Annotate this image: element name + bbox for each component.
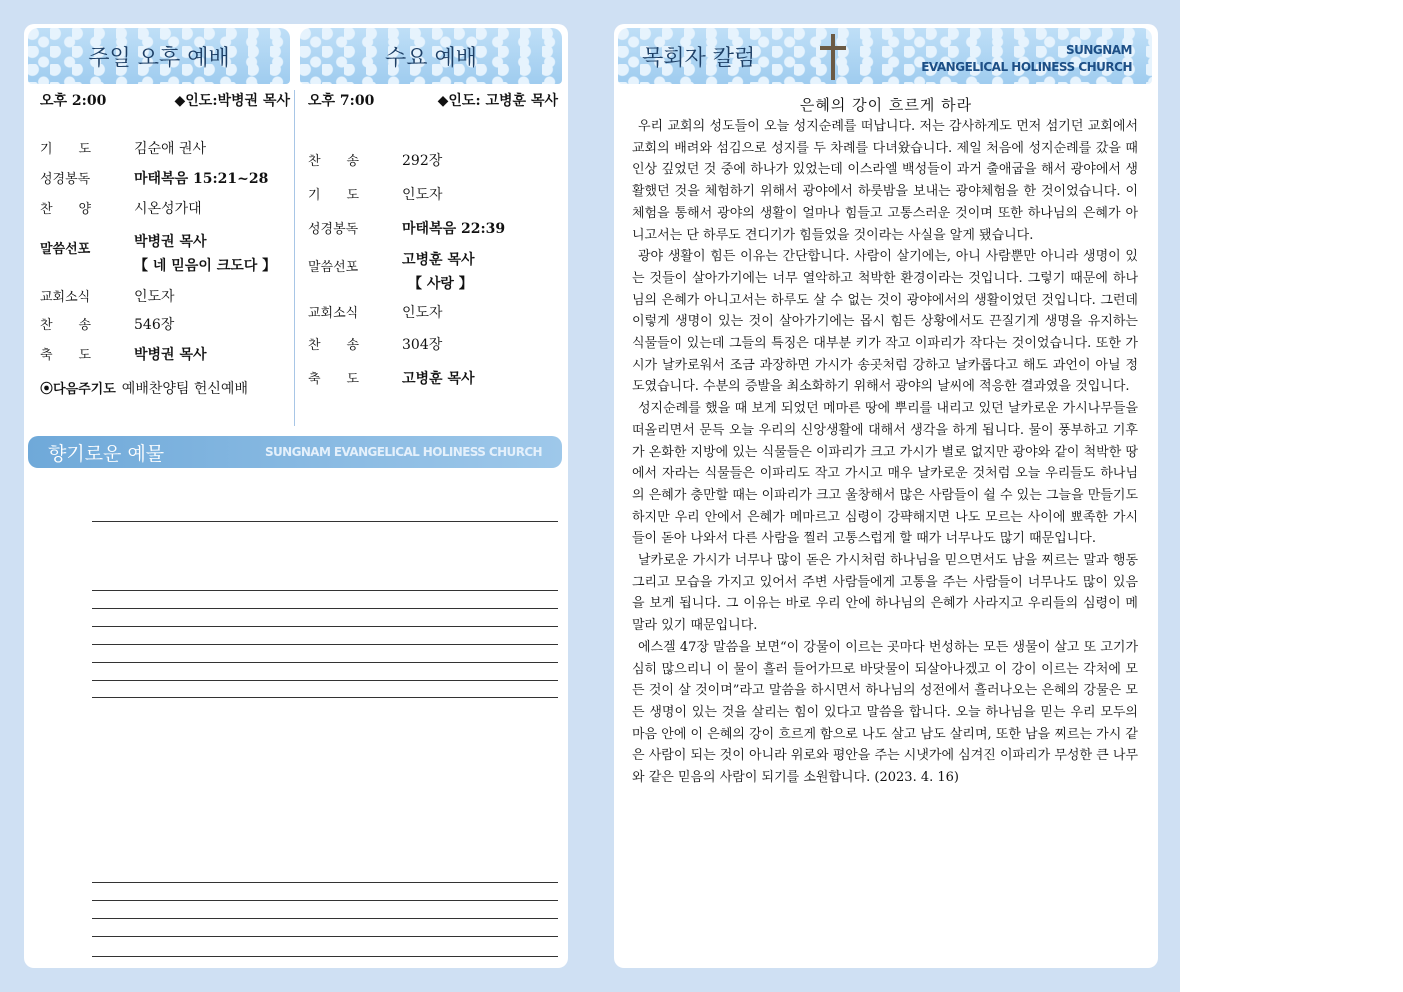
item-value: 시온성가대 [134, 201, 202, 217]
sunday-item [40, 286, 175, 306]
column-title: 은혜의 강이 흐르게 하라 [799, 96, 973, 114]
item-label: 축 도 [308, 372, 360, 387]
column-paragraph: 성지순례를 했을 때 보게 되었던 메마른 땅에 뿌리를 내리고 있던 날카로운 가시나무들을 떠올리면서 문득 오늘 우리의 신앙생활에 대해서 생각을 하게 됩니다. 물이 풍부하고 기후가 온화한 지방에 있는 식물들은 이파리가 크고 가시가 별로 없지만 광야와 같이 척박한 땅에서 자라는 식물들은 이파리도 작고 가시고 매우 날카로운 것처럼 오늘 우리들도 하나님의 은혜가 충만할 때는 이파리가 크고 울창해서 많은 사람들이 쉴 수 있는 그늘을 만들기도 하지만 우리 안에서 은혜가 메마르고 심령이 강퍅해지면 나도 모르는 사이에 뾰족한 가시들이 돋아 나와서 다른 사람을 찔러 고통스럽게 할 때가 너무나도 많기 때문입니다. [632, 401, 1138, 547]
sunday-item [40, 230, 276, 278]
sermon-title: 【 사랑 】 [408, 276, 473, 292]
sunday-item [40, 168, 268, 188]
offering-line [92, 882, 558, 883]
wednesday-item [308, 368, 475, 388]
offering-line [92, 697, 558, 698]
cross-icon [814, 32, 852, 82]
church-name [921, 42, 1132, 76]
item-label: 말씀선포 [40, 242, 91, 257]
item-value: 박병권 목사 [134, 234, 207, 250]
item-value: 고병훈 목사 [402, 371, 475, 387]
offering-line [92, 626, 558, 627]
offering-line [92, 662, 558, 663]
sunday-time-row [40, 90, 290, 110]
item-label: 말씀선포 [308, 260, 359, 275]
offering-line [92, 590, 558, 591]
item-label: 찬 송 [308, 338, 360, 353]
worship-order-panel [24, 24, 568, 968]
offering-church-name: SUNGNAM EVANGELICAL HOLINESS CHURCH [264, 445, 542, 459]
item-value: 마태복음 22:39 [402, 221, 506, 237]
item-label: 찬 송 [308, 154, 360, 169]
wednesday-item [308, 334, 442, 354]
sermon-title: 【 네 믿음이 크도다 】 [134, 258, 277, 274]
sunday-item [40, 314, 174, 334]
wednesday-service-order [308, 90, 558, 387]
wednesday-time: 오후 7:00 [308, 93, 375, 109]
item-value: 박병권 목사 [134, 347, 207, 363]
column-paragraph: 우리 교회의 성도들이 오늘 성지순례를 떠납니다. 저는 감사하게도 먼저 섬기던 교회에서 교회의 배려와 섬김으로 성지를 두 차례를 다녀왔습니다. 제일 처음에 성지순례를 갔을 때 인상 깊었던 것 중에 하나가 있었는데 이스라엘 백성들이 과거 출애굽을 해서 광야에서 생활했던 것을 체험하기 위해서 광야에서 하룻밤을 보내는 광야체험을 한 것이었습니다. 이 체험을 통해서 광야의 생활이 얼마나 힘들고 고통스러운 것이며 또한 하나님의 은혜가 아니고서는 단 하루도 견디기가 힘들었을 것이라는 사실을 알게 됐습니다. [632, 119, 1138, 243]
offering-line [92, 521, 558, 522]
item-value: 304장 [402, 337, 443, 353]
item-value: 인도자 [402, 187, 443, 203]
next-week-label: ⦿다음주기도 [40, 382, 116, 397]
offering-line [92, 936, 558, 937]
pastor-column-title: 목회자 칼럼 [642, 45, 756, 71]
next-week-prayer [40, 378, 248, 398]
item-value: 292장 [402, 153, 443, 169]
item-label: 성경봉독 [308, 222, 359, 237]
wednesday-item [308, 184, 443, 204]
offering-header [28, 436, 562, 468]
item-value: 546장 [134, 317, 175, 333]
sunday-item [40, 138, 206, 158]
offering-line [92, 680, 558, 681]
sunday-service-header: 주일 오후 예배 [28, 28, 290, 84]
pastor-column-panel [614, 24, 1158, 968]
item-label: 기 도 [40, 142, 92, 157]
offering-title: 향기로운 예물 [48, 442, 165, 465]
church-name-line1: SUNGNAM [1065, 43, 1132, 57]
item-label: 성경봉독 [40, 172, 91, 187]
sunday-item [40, 344, 207, 364]
item-value: 인도자 [134, 289, 175, 305]
pastor-column-header [618, 28, 1152, 84]
item-value: 마태복음 15:21~28 [134, 171, 269, 187]
item-value: 김순애 권사 [134, 141, 207, 157]
item-label: 찬 양 [40, 202, 92, 217]
item-label: 기 도 [308, 188, 360, 203]
wednesday-time-row [308, 90, 558, 110]
sunday-item [40, 198, 202, 218]
wednesday-item [308, 218, 505, 238]
column-paragraph: 날카로운 가시가 너무나 많이 돋은 가시처럼 하나님을 믿으면서도 남을 찌르는 말과 행동 그리고 모습을 가지고 있어서 주변 사람들에게 고통을 주는 사람들이 너무나도 많이 있음을 보게 됩니다. 그 이유는 바로 우리 안에 하나님의 은혜가 사라지고 우리들의 심령이 메말라 있기 때문입니다. [632, 553, 1138, 634]
sunday-time: 오후 2:00 [40, 93, 107, 109]
offering-line [92, 956, 558, 957]
column-body [632, 116, 1138, 789]
column-divider [294, 90, 295, 426]
sunday-leader: ◆인도:박병권 목사 [174, 93, 290, 109]
offering-line [92, 644, 558, 645]
item-label: 찬 송 [40, 318, 92, 333]
wednesday-service-header: 수요 예배 [300, 28, 562, 84]
next-week-value: 예배찬양팀 헌신예배 [121, 381, 248, 397]
offering-line [92, 900, 558, 901]
wednesday-item [308, 150, 442, 170]
column-paragraph: 광야 생활이 힘든 이유는 간단합니다. 사람이 살기에는, 아니 사람뿐만 아니라 생명이 있는 것들이 살아가기에는 너무 열악하고 척박한 환경이라는 것입니다. 그렇기 때문에 하나님의 은혜가 아니고서는 하루도 살 수 없는 것이 광야에서의 생활이었던 것입니다. 그런데 이렇게 생명이 있는 것이 살아가기에는 몹시 힘든 상황에서도 끈질기게 생명을 유지하는 식물들이 있는데 그들의 특징은 대부분 키가 작고 이파리가 작다는 것이었습니다. 또한 가시가 날카로워서 조금 과장하면 가시가 송곳처럼 강하고 날카롭다고 해도 과언이 아닐 정도였습니다. 수분의 증발을 최소화하기 위해서 광야의 날씨에 적응한 결과였을 것입니다. [632, 249, 1138, 395]
wednesday-item [308, 248, 475, 296]
wednesday-leader: ◆인도: 고병훈 목사 [437, 93, 558, 109]
item-label: 교회소식 [40, 290, 91, 305]
offering-line [92, 918, 558, 919]
item-value: 인도자 [402, 305, 443, 321]
column-paragraph: 에스겔 47장 말씀을 보면“이 강물이 이르는 곳마다 번성하는 모든 생물이 살고 또 고기가 심히 많으리니 이 물이 흘러 들어가므로 바닷물이 되살아나겠고 이 강이 이르는 각처에 모든 것이 살 것이며”라고 말씀을 하시면서 하나님의 성전에서 흘러나오는 은혜의 강물은 모든 생명이 있는 것을 살리는 힘이 있다고 말씀을 합니다. 오늘 하나님을 믿는 우리 모두의 마음 안에 이 은혜의 강이 흐르게 함으로 나도 살고 남도 살리며, 또한 남을 찌르는 가시 같은 사람이 되는 것이 아니라 위로와 평안을 주는 시냇가에 심겨진 이파리가 무성한 큰 나무와 같은 믿음의 사람이 되기를 소원합니다. (2023. 4. 16) [632, 639, 1138, 786]
item-value: 고병훈 목사 [402, 252, 475, 268]
offering-line [92, 608, 558, 609]
church-name-line2: EVANGELICAL HOLINESS CHURCH [921, 60, 1132, 74]
item-label: 축 도 [40, 348, 92, 363]
wednesday-item [308, 302, 443, 322]
sunday-service-order [40, 90, 290, 397]
item-label: 교회소식 [308, 306, 359, 321]
